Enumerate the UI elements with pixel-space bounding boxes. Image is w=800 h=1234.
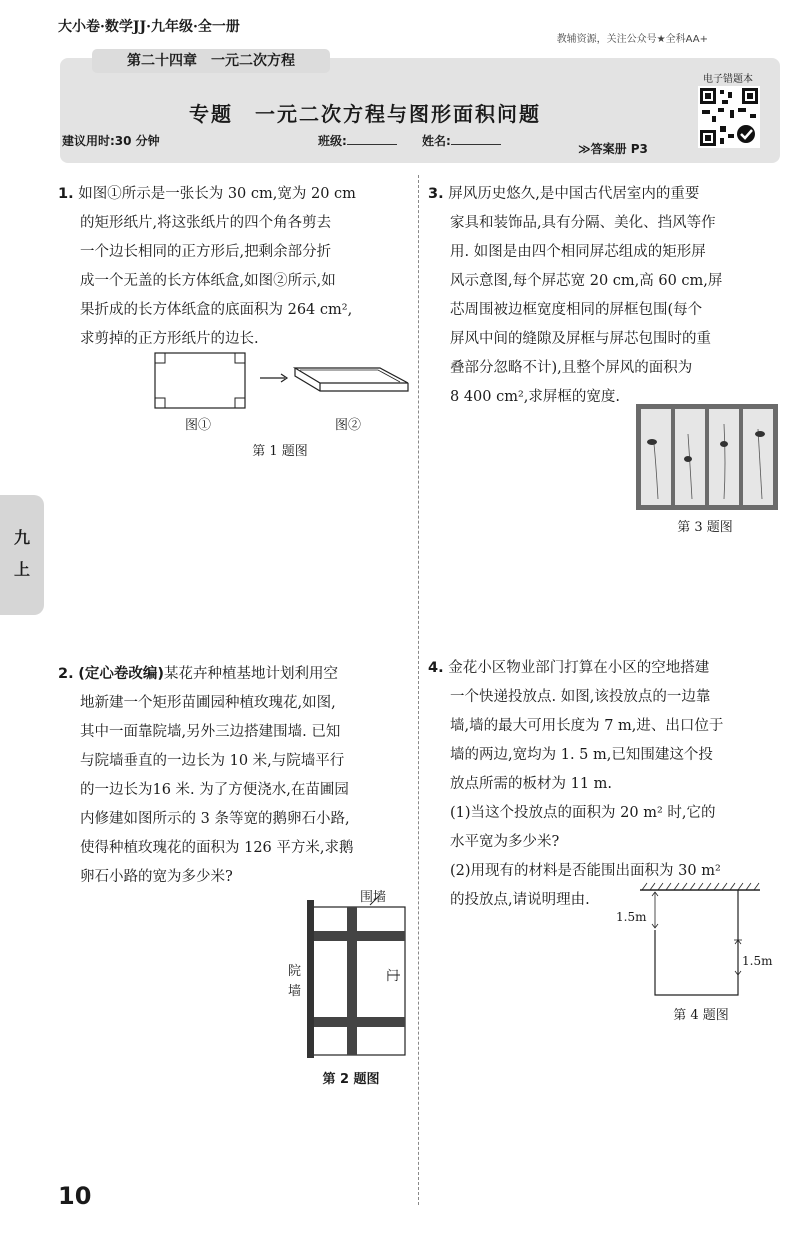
question-text: 地新建一个矩形苗圃园种植玫瑰花,如图, xyxy=(80,695,336,711)
question-text: 与院墙垂直的一边长为 10 米,与院墙平行 xyxy=(80,753,345,769)
question-text: 的一边长为16 米. 为了方便浇水,在苗圃园 xyxy=(80,782,349,798)
question-number: 2. xyxy=(58,666,74,682)
dimension-left-label: 1.5m xyxy=(616,910,647,924)
question-text: 家具和装饰品,具有分隔、美化、挡风等作 xyxy=(450,215,716,231)
question-text: 的矩形纸片,将这张纸片的四个角各剪去 xyxy=(80,215,332,231)
question-source: (定心卷改编) xyxy=(78,666,164,682)
figure-caption: 第 1 题图 xyxy=(252,444,308,459)
question-text: 使得种植玫瑰花的面积为 126 平方米,求鹅 xyxy=(80,840,354,856)
question-text: 成一个无盖的长方体纸盒,如图②所示,如 xyxy=(80,273,336,289)
side-tab-line1: 九 xyxy=(14,528,31,547)
figure-2-garden xyxy=(300,895,420,1064)
question-number: 1. xyxy=(58,186,74,202)
time-hint: 建议用时:30 分钟 xyxy=(62,134,160,148)
figure-4-drop-point xyxy=(620,880,780,1004)
topic-title: 专题 一元二次方程与图形面积问题 xyxy=(189,102,541,126)
figure-caption: 第 2 题图 xyxy=(322,1072,380,1087)
question-text: 8 400 cm²,求屏框的宽度. xyxy=(450,389,621,405)
question-text: 如图①所示是一张长为 30 cm,宽为 20 cm xyxy=(78,186,356,202)
question-1 xyxy=(58,180,410,354)
question-text: 卵石小路的宽为多少米? xyxy=(80,869,233,885)
qr-label: 电子错题本 xyxy=(703,74,753,85)
class-label: 班级: xyxy=(318,134,347,148)
figure-1 xyxy=(150,348,420,416)
question-text: 一个快递投放点. 如图,该投放点的一边靠 xyxy=(450,689,711,705)
page-number: 10 xyxy=(58,1182,92,1210)
qr-code-icon[interactable] xyxy=(698,86,760,152)
name-label: 姓名: xyxy=(422,134,451,148)
question-text: 其中一面靠院墙,另外三边搭建围墙. 已知 xyxy=(80,724,341,740)
question-2 xyxy=(58,660,410,892)
question-text: 水平宽为多少米? xyxy=(450,834,560,850)
question-3 xyxy=(428,180,780,412)
class-field xyxy=(318,132,397,149)
question-text: 风示意图,每个屏芯宽 20 cm,高 60 cm,屏 xyxy=(450,273,723,289)
question-text: 金花小区物业部门打算在小区的空地搭建 xyxy=(448,660,710,676)
question-text: 墙,墙的最大可用长度为 7 m,进、出口位于 xyxy=(450,718,724,734)
question-4 xyxy=(428,654,780,915)
figure-2-label: 图② xyxy=(334,418,361,433)
question-text: 芯周围被边框宽度相同的屏框包围(每个 xyxy=(450,302,703,318)
grade-side-tab xyxy=(0,495,44,615)
question-number: 3. xyxy=(428,186,444,202)
question-text: 用. 如图是由四个相同屏芯组成的矩形屏 xyxy=(450,244,706,260)
question-text: 的投放点,请说明理由. xyxy=(450,892,590,908)
question-text: 叠部分忽略不计),且整个屏风的面积为 xyxy=(450,360,693,376)
label-door: 门 xyxy=(386,969,400,984)
question-text: 求剪掉的正方形纸片的边长. xyxy=(80,331,259,347)
question-text: 放点所需的板材为 11 m. xyxy=(450,776,613,792)
question-number: 4. xyxy=(428,660,444,676)
question-text: 屏风历史悠久,是中国古代居室内的重要 xyxy=(448,186,700,202)
question-text: 某花卉种植基地计划利用空 xyxy=(163,666,338,682)
label-yard-wall-2: 墙 xyxy=(288,984,302,999)
chapter-title: 第二十四章 一元二次方程 xyxy=(92,49,330,73)
ad-text: 教辅资源，关注公众号★全科AA+ xyxy=(556,34,708,45)
answer-reference: ≫答案册 P3 xyxy=(578,142,648,156)
figure-1-label: 图① xyxy=(184,418,211,433)
question-text: (2)用现有的材料是否能围出面积为 30 m² xyxy=(450,863,721,879)
figure-3-screen xyxy=(636,404,778,514)
question-text: 一个边长相同的正方形后,把剩余部分折 xyxy=(80,244,332,260)
question-text: (1)当这个投放点的面积为 20 m² 时,它的 xyxy=(450,805,716,821)
label-fence: 围墙 xyxy=(360,890,387,905)
question-text: 内修建如图所示的 3 条等宽的鹅卵石小路, xyxy=(80,811,350,827)
book-title: 大小卷·数学JJ·九年级·全一册 xyxy=(58,19,240,35)
figure-caption: 第 4 题图 xyxy=(673,1008,729,1023)
dimension-right-label: 1.5m xyxy=(742,954,773,968)
label-yard-wall-1: 院 xyxy=(288,964,302,979)
figure-caption: 第 3 题图 xyxy=(677,520,733,535)
name-field xyxy=(422,132,501,149)
question-text: 墙的两边,宽均为 1. 5 m,已知围建这个投 xyxy=(450,747,713,763)
question-text: 果折成的长方体纸盒的底面积为 264 cm², xyxy=(80,302,353,318)
side-tab-line2: 上 xyxy=(14,560,31,579)
question-text: 屏风中间的缝隙及屏框与屏芯包围时的重 xyxy=(450,331,711,347)
